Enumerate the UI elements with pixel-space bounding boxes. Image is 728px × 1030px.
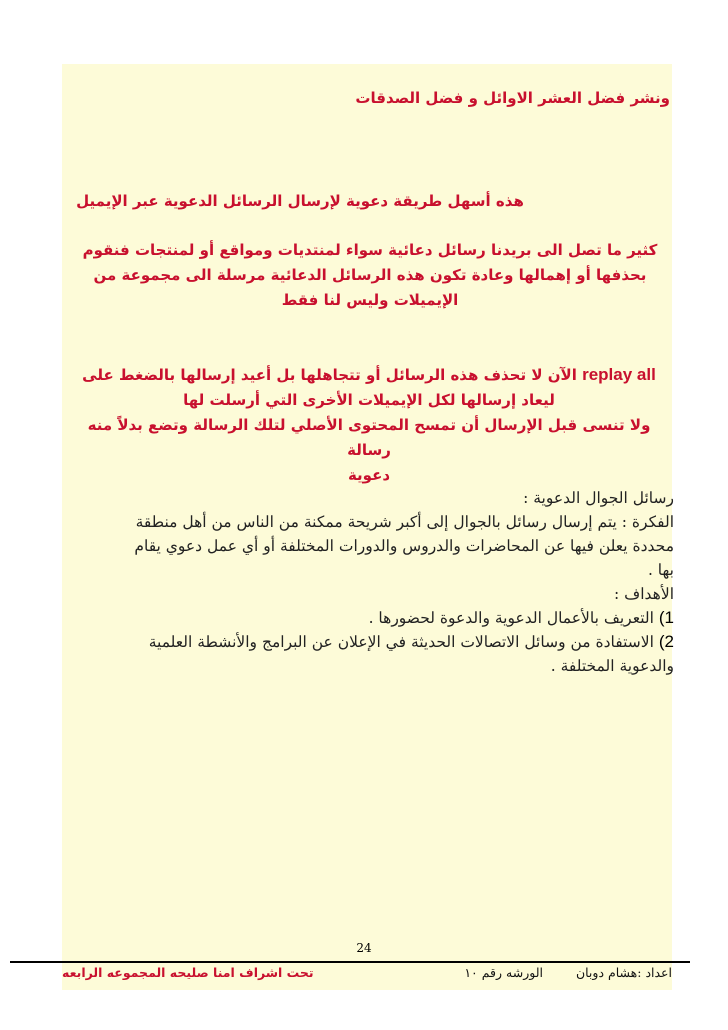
instruction-line-1-text: الآن لا تحذف هذه الرسائل أو تتجاهلها بل أعيد إرسالها بالضغط على <box>82 366 577 384</box>
goal-2-number: 2) <box>658 632 674 651</box>
instruction-line-4: دعوية <box>347 466 391 484</box>
goal-2-text: الاستفادة من وسائل الاتصالات الحديثة في الإعلان عن البرامج والأنشطة العلمية <box>148 633 654 651</box>
intro-line-1: كثير ما تصل الى بريدنا رسائل دعائية سواء لمنتديات ومواقع أو لمنتجات فنقوم <box>82 241 658 259</box>
section-title: هذه أسهل طريقة دعوية لإرسال الرسائل الدعوية عبر الإيميل <box>76 192 524 210</box>
footer-rule <box>10 961 690 963</box>
instruction-line-3: ولا تنسى قبل الإرسال أن تمسح المحتوى الأصلي لتلك الرسالة وتضع بدلاً منه رسالة <box>87 416 651 459</box>
header-line: ونشر فضل العشر الاوائل و فضل الصدقات <box>355 89 670 107</box>
goal-1-number: 1) <box>658 608 674 627</box>
instruction-line-2: ليعاد إرسالها لكل الإيميلات الأخرى التي أرسلت لها <box>183 391 555 409</box>
intro-line-3: الإيميلات وليس لنا فقط <box>281 291 459 309</box>
instruction-paragraph <box>64 362 674 488</box>
footer-author: اعداد :هشام دوبان <box>575 965 672 980</box>
idea-line-3: بها . <box>647 561 674 579</box>
goal-1 <box>64 606 674 630</box>
goals-title: الأهداف : <box>614 585 674 603</box>
footer-supervision: تحت اشراف امنا صليحه المجموعه الرابعه <box>62 965 314 980</box>
instruction-line-1 <box>64 362 674 388</box>
goal-2 <box>64 630 674 654</box>
replay-all-term: replay all <box>582 365 656 384</box>
intro-paragraph <box>72 238 668 313</box>
goal-2-continued: والدعوية المختلفة . <box>550 657 674 675</box>
page-number: 24 <box>356 941 372 955</box>
mobile-section <box>64 486 674 678</box>
mobile-section-title: رسائل الجوال الدعوية : <box>523 489 674 507</box>
footer-workshop: الورشه رقم ١٠ <box>464 965 543 980</box>
goal-1-text: التعريف بالأعمال الدعوية والدعوة لحضورها . <box>368 609 654 627</box>
idea-line-1: الفكرة : يتم إرسال رسائل بالجوال إلى أكبر شريحة ممكنة من الناس من أهل منطقة <box>135 513 674 531</box>
intro-line-2: بحذفها أو إهمالها وعادة تكون هذه الرسائل الدعائية مرسلة الى مجموعة من <box>93 266 647 284</box>
idea-line-2: محددة يعلن فيها عن المحاضرات والدروس والدورات المختلفة أو أي عمل دعوي يقام <box>134 537 674 555</box>
